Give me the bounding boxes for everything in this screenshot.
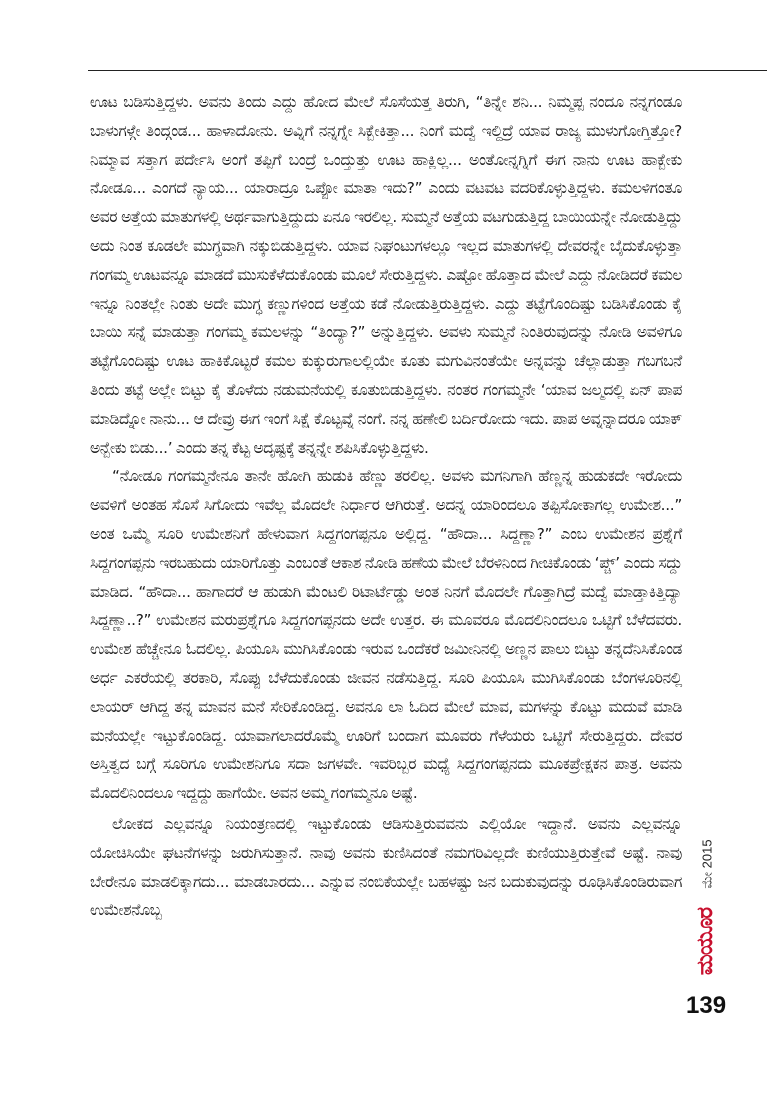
issue-date xyxy=(698,824,718,904)
paragraph-2: “ನೋಡೂ ಗಂಗಮ್ಮನೇನೂ ತಾನೇ ಹೋಗಿ ಹುಡುಕಿ ಹೆಣ್ಣು ತರಲಿಲ್ಲ. ಅವಳು ಮಗನಿಗಾಗಿ ಹೆಣ್ಣನ್ನ ಹುಡುಕದೇ ಇರೋದು ಅವಳಿಗೆ ಅಂತಹ ಸೊಸೆ ಸಿಗೋದು ಇವೆಲ್ಲ ಮೊದಲೇ ನಿರ್ಧಾರ ಆಗಿರುತ್ತೆ. ಅದನ್ನ ಯಾರಿಂದಲೂ ತಪ್ಪಿಸೋಕಾಗಲ್ಲ ಉಮೇಶ...” ಅಂತ ಒಮ್ಮೆ ಸೂರಿ ಉಮೇಶನಿಗೆ ಹೇಳುವಾಗ ಸಿದ್ದಗಂಗಪ್ಪನೂ ಅಲ್ಲಿದ್ದ. “ಹೌದಾ... ಸಿದ್ದಣ್ಣಾ?” ಎಂಬ ಉಮೇಶನ ಪ್ರಶ್ನೆಗೆ ಸಿದ್ದಗಂಗಪ್ಪನು ಇರಬಹುದು ಯಾರಿಗೊತ್ತು ಎಂಬಂತೆ ಆಕಾಶ ನೋಡಿ ಹಣೆಯ ಮೇಲೆ ಬೆರಳಿನಿಂದ ಗೀಚಿಕೊಂಡು ‘ಪ್ಚ್’ ಎಂದು ಸದ್ದು ಮಾಡಿದ. “ಹೌದಾ... ಹಾಗಾದರೆ ಆ ಹುಡುಗಿ ಮೆಂಟಲಿ ರಿಟಾರ್ಟೆಡ್ಡು ಅಂತ ನಿನಗೆ ಮೊದಲೇ ಗೊತ್ತಾಗಿದ್ರೆ ಮದ್ವೆ ಮಾಡ್ತಾಕಿತ್ತಿದ್ಯಾ ಸಿದ್ದಣ್ಣಾ..?” ಉಮೇಶನ ಮರುಪ್ರಶ್ನೆಗೂ ಸಿದ್ದಗಂಗಪ್ಪನದು ಅದೇ ಉತ್ತರ. ಈ ಮೂವರೂ ಮೊದಲಿನಿಂದಲೂ ಒಟ್ಟಿಗೆ ಬೆಳೆದವರು. ಉಮೇಶ ಹೆಚ್ಚೇನೂ ಓದಲಿಲ್ಲ. ಪಿಯೂಸಿ ಮುಗಿಸಿಕೊಂಡು ಇರುವ ಒಂದೆಕರೆ ಜಮೀನಿನಲ್ಲಿ ಅಣ್ಣನ ಪಾಲು ಬಿಟ್ಟು ತನ್ನದೆನಿಸಿಕೊಂಡ ಅರ್ಧ ಎಕರೆಯಲ್ಲಿ ತರಕಾರಿ, ಸೊಪ್ಪು ಬೆಳೆದುಕೊಂಡು ಜೀವನ ನಡೆಸುತ್ತಿದ್ದ. ಸೂರಿ ಪಿಯೂಸಿ ಮುಗಿಸಿಕೊಂಡು ಬೆಂಗಳೂರಿನಲ್ಲಿ ಲಾಯರ್ ಆಗಿದ್ದ ತನ್ನ ಮಾವನ ಮನೆ ಸೇರಿಕೊಂಡಿದ್ದ. ಅವನೂ ಲಾ ಓದಿದ ಮೇಲೆ ಮಾವ, ಮಗಳನ್ನು ಕೊಟ್ಟು ಮದುವೆ ಮಾಡಿ ಮನೆಯಲ್ಲೇ ಇಟ್ಟುಕೊಂಡಿದ್ದ. ಯಾವಾಗಲಾದರೊಮ್ಮೆ ಊರಿಗೆ ಬಂದಾಗ ಮೂವರು ಗೆಳೆಯರು ಒಟ್ಟಿಗೆ ಸೇರುತ್ತಿದ್ದರು. ದೇವರ ಅಸ್ತಿತ್ವದ ಬಗ್ಗೆ ಸೂರಿಗೂ ಉಮೇಶನಿಗೂ ಸದಾ ಜಗಳವೇ. ಇವರಿಬ್ಬರ ಮಧ್ಯೆ ಸಿದ್ದಗಂಗಪ್ಪನದು ಮೂಕಪ್ರೇಕ್ಷಕನ ಪಾತ್ರ. ಅವನು ಮೊದಲಿನಿಂದಲೂ ಇದ್ದದ್ದು ಹಾಗೆಯೇ. ಅವನ ಅಮ್ಮ ಗಂಗಮ್ಮನೂ ಅಷ್ಟೆ. xyxy=(90,467,682,803)
page-number: 139 xyxy=(686,992,727,1019)
magazine-logo xyxy=(693,898,719,984)
issue-date-text: ಮೇ 2015 xyxy=(700,839,716,889)
article-body xyxy=(90,88,682,925)
magazine-logo-text: ಮಯೂರ xyxy=(693,907,719,975)
header-rule xyxy=(88,70,767,71)
paragraph-3: ಲೋಕದ ಎಲ್ಲವನ್ನೂ ನಿಯಂತ್ರಣದಲ್ಲಿ ಇಟ್ಟುಕೊಂಡು ಆಡಿಸುತ್ತಿರುವವನು ಎಲ್ಲಿಯೋ ಇದ್ದಾನೆ. ಅವನು ಎಲ್ಲವನ್ನೂ ಯೋಚಿಸಿಯೇ ಘಟನೆಗಳನ್ನು ಜರುಗಿಸುತ್ತಾನೆ. ನಾವು ಅವನು ಕುಣಿಸಿದಂತೆ ನಮಗರಿವಿಲ್ಲದೇ ಕುಣಿಯುತ್ತಿರುತ್ತೇವೆ ಅಷ್ಟೆ. ನಾವು ಬೇರೇನೂ ಮಾಡಲಿಕ್ಕಾಗದು... ಮಾಡಬಾರದು... ಎನ್ನುವ ನಂಬಿಕೆಯಲ್ಲೇ ಬಹಳಷ್ಟು ಜನ ಬದುಕುವುದನ್ನು ರೂಢಿಸಿಕೊಂಡಿರುವಾಗ ಉಮೇಶನೊಬ್ಬ xyxy=(90,814,682,920)
paragraph-1: ಊಟ ಬಡಿಸುತ್ತಿದ್ದಳು. ಅವನು ತಿಂದು ಎದ್ದು ಹೋದ ಮೇಲೆ ಸೊಸೆಯತ್ತ ತಿರುಗಿ, “ತಿನ್ನೇ ಶನಿ... ನಿಮ್ಮಪ್ಪ ನಂದೂ ನನ್ನಗಂಡೂ ಬಾಳುಗಳ್ಗೇ ತಿಂದ್ಗಂಡ... ಹಾಳಾದೋನು. ಅವ್ನಿಗೆ ನನ್ನಗ್ನೇ ಸಿಕ್ಬೇಕಿತ್ತಾ... ನಿಂಗೆ ಮದ್ವೆ ಇಲ್ದಿದ್ರೆ ಯಾವ ರಾಜ್ಯ ಮುಳುಗೋಗ್ತಿತ್ತೋ? ನಿಮ್ಮಾವ ಸತ್ತಾಗ ಪರ್ದೇಸಿ ಅಂಗೆ ತಪ್ಪಿಗೆ ಬಂದ್ರೆ ಒಂದ್ತುತ್ತು ಊಟ ಹಾಕ್ಲಿಲ್ಲ... ಅಂತೋನ್ನಗ್ನಿಗೆ ಈಗ ನಾನು ಊಟ ಹಾಕ್ಬೇಕು ನೋಡೂ... ಎಂಗದೆ ನ್ಯಾಯ... ಯಾರಾದ್ರೂ ಒಪ್ಪೋ ಮಾತಾ ಇದು?” ಎಂದು ವಟವಟ ವದರಿಕೊಳ್ಳುತ್ತಿದ್ದಳು. ಕಮಲಳಿಗಂತೂ ಅವರ ಅತ್ತೆಯ ಮಾತುಗಳಲ್ಲಿ ಅರ್ಥವಾಗುತ್ತಿದ್ದುದು ಏನೂ ಇರಲಿಲ್ಲ. ಸುಮ್ಮನೆ ಅತ್ತೆಯ ವಟಗುಡುತ್ತಿದ್ದ ಬಾಯಿಯನ್ನೇ ನೋಡುತ್ತಿದ್ದು ಅದು ನಿಂತ ಕೂಡಲೇ ಮುಗ್ಧವಾಗಿ ನಕ್ಕುಬಿಡುತ್ತಿದ್ದಳು. ಯಾವ ನಿಘಂಟುಗಳಲ್ಲೂ ಇಲ್ಲದ ಮಾತುಗಳಲ್ಲಿ ದೇವರನ್ನೇ ಬೈದುಕೊಳ್ಳುತ್ತಾ ಗಂಗಮ್ಮ ಊಟವನ್ನೂ ಮಾಡದೆ ಮುಸುಕೆಳೆದುಕೊಂಡು ಮೂಲೆ ಸೇರುತ್ತಿದ್ದಳು. ಎಷ್ಟೋ ಹೊತ್ತಾದ ಮೇಲೆ ಎದ್ದು ನೋಡಿದರೆ ಕಮಲ ಇನ್ನೂ ನಿಂತಲ್ಲೇ ನಿಂತು ಅದೇ ಮುಗ್ಧ ಕಣ್ಣುಗಳಿಂದ ಅತ್ತೆಯ ಕಡೆ ನೋಡುತ್ತಿರುತ್ತಿದ್ದಳು. ಎದ್ದು ತಟ್ಟೆಗೊಂದಿಷ್ಟು ಬಡಿಸಿಕೊಂಡು ಕೈ ಬಾಯಿ ಸನ್ನೆ ಮಾಡುತ್ತಾ ಗಂಗಮ್ಮ ಕಮಲಳನ್ನು “ತಿಂದ್ಯಾ?” ಅನ್ನುತ್ತಿದ್ದಳು. ಅವಳು ಸುಮ್ಮನೆ ನಿಂತಿರುವುದನ್ನು ನೋಡಿ ಅವಳಿಗೂ ತಟ್ಟೆಗೊಂದಿಷ್ಟು ಊಟ ಹಾಕಿಕೊಟ್ಟರೆ ಕಮಲ ಕುಕ್ಕುರುಗಾಲಲ್ಲಿಯೇ ಕೂತು ಮಗುವಿನಂತೆಯೇ ಅನ್ನವನ್ನು ಚೆಲ್ಲಾಡುತ್ತಾ ಗಬಗಬನೆ ತಿಂದು ತಟ್ಟೆ ಅಲ್ಲೇ ಬಿಟ್ಟು ಕೈ ತೊಳೆದು ನಡುಮನೆಯಲ್ಲಿ ಕೂತುಬಿಡುತ್ತಿದ್ದಳು. ನಂತರ ಗಂಗಮ್ಮನೇ ‘ಯಾವ ಜಲ್ಮದಲ್ಲಿ ಏನ್ ಪಾಪ ಮಾಡಿದ್ನೋ ನಾನು... ಆ ದೇವ್ರು ಈಗ ಇಂಗೆ ಸಿಕ್ಷೆ ಕೊಟ್ಟವ್ನೆ ನಂಗೆ. ನನ್ನ ಹಣೇಲಿ ಬರ್ದಿರೋದು ಇದು. ಪಾಪ ಅವ್ನನ್ನಾದರೂ ಯಾಕ್ ಅನ್ಬೇಕು ಬಿಡು...’ ಎಂದು ತನ್ನ ಕೆಟ್ಟ ಅದೃಷ್ಟಕ್ಕೆ ತನ್ನನ್ನೇ ಶಪಿಸಿಕೊಳ್ಳುತ್ತಿದ್ದಳು. xyxy=(90,93,682,457)
